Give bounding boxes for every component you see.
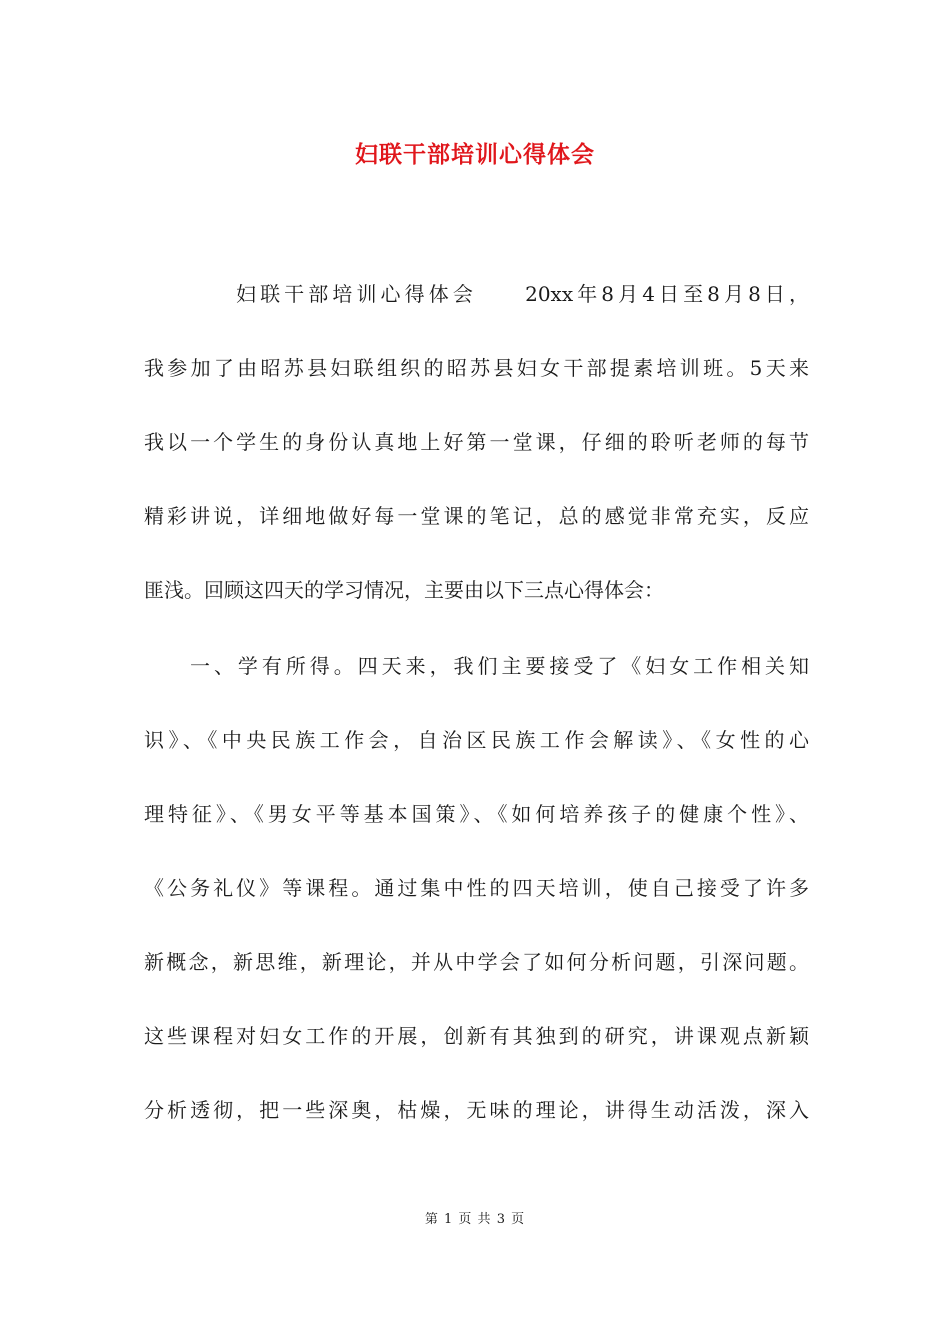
document-title: 妇联干部培训心得体会 xyxy=(355,141,595,168)
body-line: 我以一个学生的身份认真地上好第一堂课，仔细的聆听老师的每节 xyxy=(144,430,809,454)
body-line: 新概念，新思维，新理论，并从中学会了如何分析问题，引深问题。 xyxy=(144,950,809,974)
body-line: 分析透彻，把一些深奥，枯燥，无味的理论，讲得生动活泼，深入 xyxy=(144,1098,809,1122)
page-footer: 第 1 页 共 3 页 xyxy=(424,1212,526,1227)
body-line: 这些课程对妇女工作的开展，创新有其独到的研究，讲课观点新颖 xyxy=(144,1024,809,1048)
body-line: 一、学有所得。四天来，我们主要接受了《妇女工作相关知 xyxy=(190,654,809,678)
body-line: 《公务礼仪》等课程。通过集中性的四天培训，使自己接受了许多 xyxy=(144,876,809,900)
body-line: 妇联干部培训心得体会 20xx年8月4日至8月8日， xyxy=(236,282,809,306)
body-line: 匪浅。回顾这四天的学习情况，主要由以下三点心得体会： xyxy=(144,578,664,602)
body-line: 精彩讲说，详细地做好每一堂课的笔记，总的感觉非常充实，反应 xyxy=(144,504,809,528)
body-line: 我参加了由昭苏县妇联组织的昭苏县妇女干部提素培训班。5天来 xyxy=(144,356,809,380)
body-line: 理特征》、《男女平等基本国策》、《如何培养孩子的健康个性》、 xyxy=(144,802,809,826)
body-line: 识》、《中央民族工作会，自治区民族工作会解读》、《女性的心 xyxy=(144,728,809,752)
